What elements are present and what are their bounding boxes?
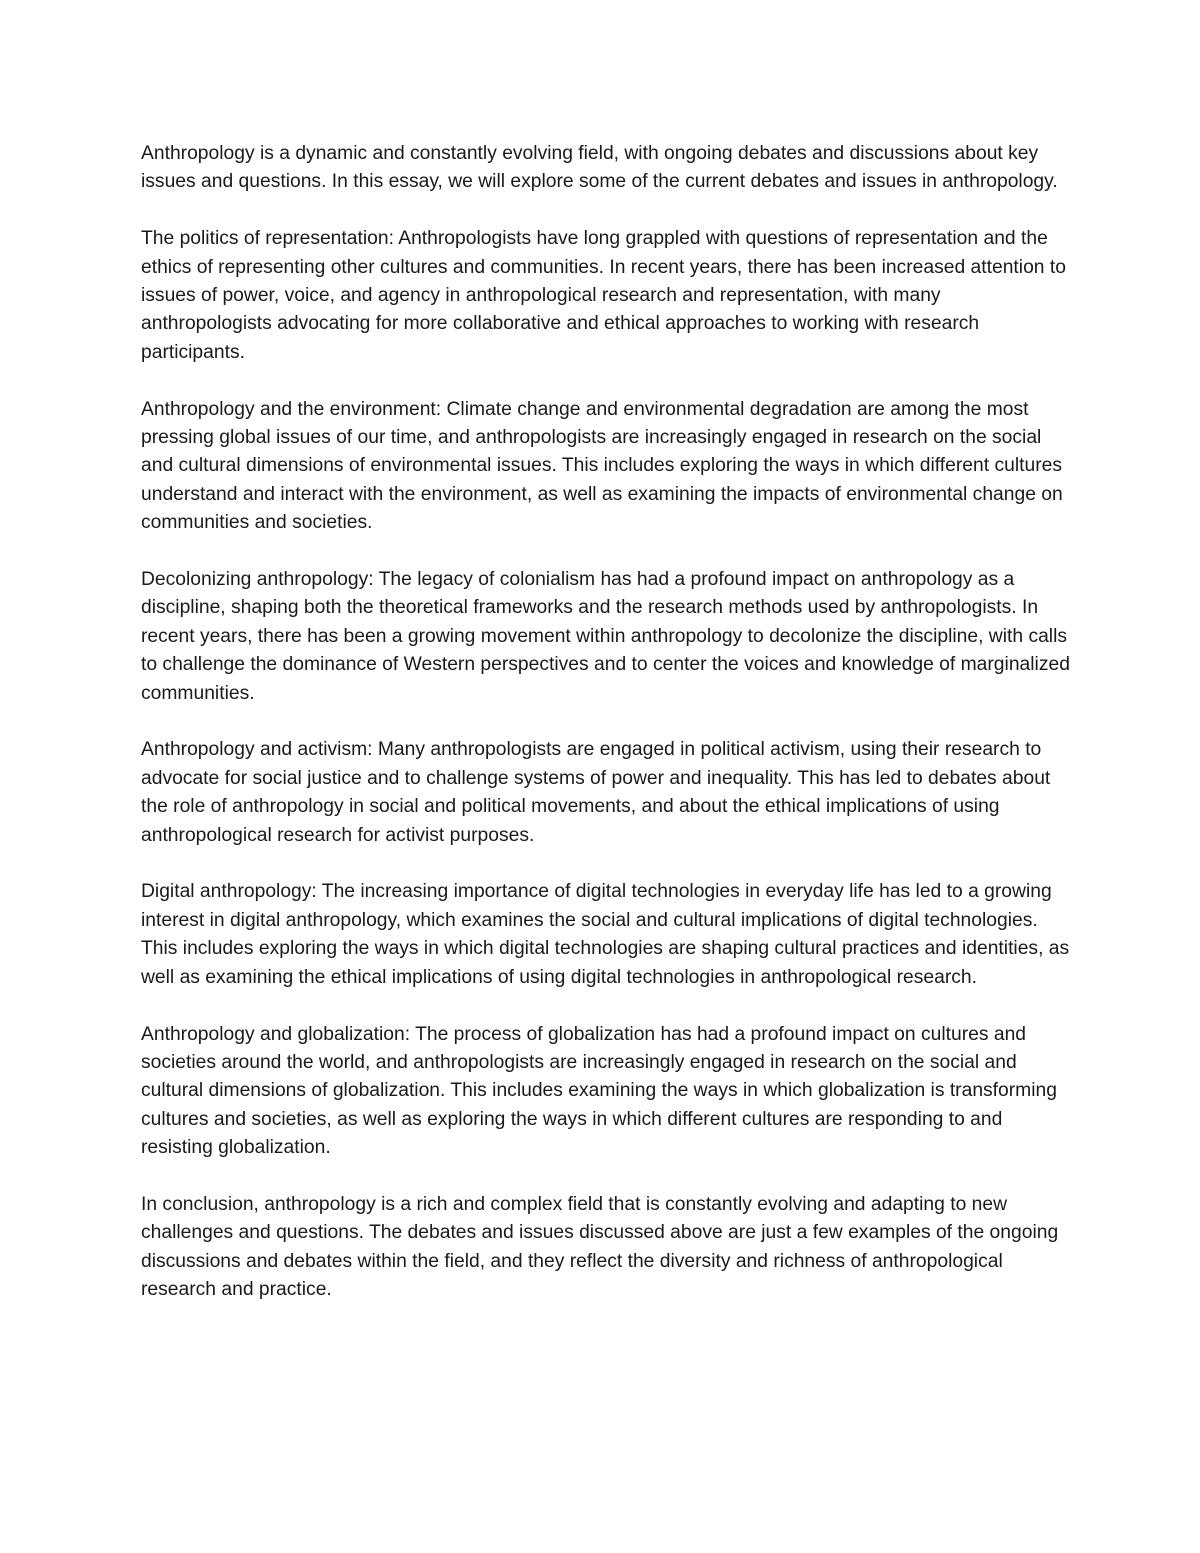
paragraph-digital-anthropology: Digital anthropology: The increasing importance of digital technologies in everyday life has led to a growing interest in digital anthropology, which examines the social and cultural implications of digital technologies. This includes exploring the ways in which digital technologies are shaping cultural practices and identities, as well as examining the ethical implications of using digital technologies in anthropological research. [141,881,1070,988]
paragraph-conclusion: In conclusion, anthropology is a rich and complex field that is constantly evolving and adapting to new challenges and questions. The debates and issues discussed above are just a few examples of the ongoing discussions and debates within the field, and they reflect the diversity and richness of anthropological research and practice. [141,1193,1059,1301]
paragraph-anthropology-and-activism: Anthropology and activism: Many anthropologists are engaged in political activism, using their research to advocate for social justice and to challenge systems of power and inequality. This has led to debates about the role of anthropology in social and political movements, and about the ethical implications of using anthropological research for activist purposes. [141,739,1051,846]
document-page [141,140,1071,1333]
paragraph-anthropology-and-globalization: Anthropology and globalization: The process of globalization has had a profound impact on cultures and societies around the world, and anthropologists are increasingly engaged in research on the social and cultural dimensions of globalization. This includes examining the ways in which globalization is transforming cultures and societies, as well as exploring the ways in which different cultures are responding to and resisting globalization. [141,1023,1057,1159]
paragraph-anthropology-and-environment: Anthropology and the environment: Climate change and environmental degradation are among the most pressing global issues of our time, and anthropologists are increasingly engaged in research on the social and cultural dimensions of environmental issues. This includes exploring the ways in which different cultures understand and interact with the environment, as well as examining the impacts of environmental change on communities and societies. [141,398,1063,534]
paragraph-introduction: Anthropology is a dynamic and constantly evolving field, with ongoing debates and discussions about key issues and questions. In this essay, we will explore some of the current debates and issues in anthropology. [141,143,1058,193]
paragraph-politics-of-representation: The politics of representation: Anthropologists have long grappled with questions of representation and the ethics of representing other cultures and communities. In recent years, there has been increased attention to issues of power, voice, and agency in anthropological research and representation, with many anthropologists advocating for more collaborative and ethical approaches to working with research participants. [141,228,1066,363]
paragraph-decolonizing-anthropology: Decolonizing anthropology: The legacy of colonialism has had a profound impact on anthropology as a discipline, shaping both the theoretical frameworks and the research methods used by anthropologists. In recent years, there has been a growing movement within anthropology to decolonize the discipline, with calls to challenge the dominance of Western perspectives and to center the voices and knowledge of marginalized communities. [141,569,1070,704]
